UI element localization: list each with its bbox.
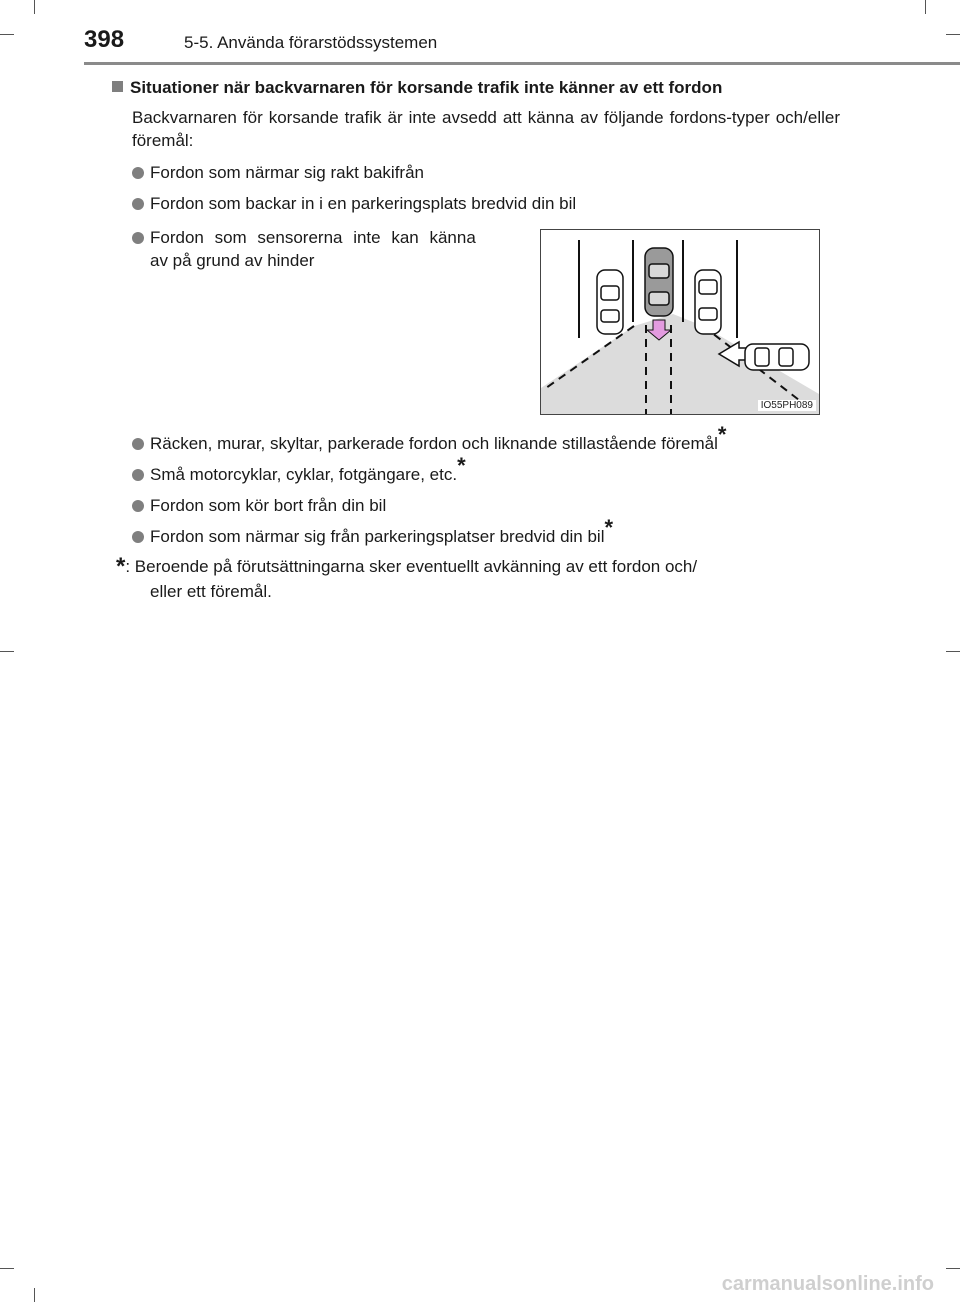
parked-car-left (597, 270, 623, 334)
crossing-car (745, 344, 809, 370)
footnote-asterisk: * (604, 515, 614, 540)
bullet-dot-icon (132, 469, 144, 481)
section-heading-text: Situationer när backvarnaren för korsande trafik inte känner av ett fordon (130, 78, 723, 97)
crop-mark (34, 1288, 35, 1302)
list-item: Fordon som närmar sig från parkeringsplatser bredvid din bil* (132, 525, 613, 548)
list-item: Fordon som kör bort från din bil (132, 494, 386, 517)
crop-mark (0, 1268, 14, 1269)
reversing-car (645, 248, 673, 316)
crop-mark (0, 34, 14, 35)
list-item: Fordon som backar in i en parkeringsplats bredvid din bil (132, 192, 576, 215)
list-item: Räcken, murar, skyltar, parkerade fordon och liknande stillastående föremål* (132, 432, 726, 455)
footnote-asterisk: * (717, 422, 727, 447)
crop-mark (34, 0, 35, 14)
list-item: Fordon som sensorerna inte kan känna av på grund av hinder (132, 226, 522, 272)
list-item: Små motorcyklar, cyklar, fotgängare, etc.* (132, 463, 466, 486)
bullet-dot-icon (132, 232, 144, 244)
square-bullet-icon (112, 81, 123, 92)
diagram-svg (541, 230, 819, 414)
crop-mark (925, 0, 926, 14)
section-heading (112, 78, 852, 98)
crop-mark (946, 651, 960, 652)
crop-mark (946, 34, 960, 35)
parking-sensor-diagram (540, 229, 820, 415)
footnote-mark: * (116, 553, 126, 580)
footnote-line1: : Beroende på förutsättningarna sker eventuellt avkänning av ett fordon och/ (125, 557, 698, 576)
bullet-dot-icon (132, 438, 144, 450)
figure-code: IO55PH089 (758, 400, 816, 411)
page-number: 398 (84, 26, 125, 53)
footnote-asterisk: * (457, 453, 466, 478)
bullet-dot-icon (132, 500, 144, 512)
list-item: Fordon som närmar sig rakt bakifrån (132, 161, 424, 184)
bullet-dot-icon (132, 198, 144, 210)
chapter-title: 5-5. Använda förarstödssystemen (184, 33, 438, 52)
parked-car-right (695, 270, 721, 334)
intro-paragraph: Backvarnaren för korsande trafik är inte avsedd att känna av följande fordons-typer och/eller föremål: (132, 108, 840, 150)
footnote-line2: eller ett föremål. (150, 582, 272, 601)
bullet-dot-icon (132, 531, 144, 543)
footnote (116, 554, 840, 604)
watermark: carmanualsonline.info (721, 1273, 934, 1295)
bullet-dot-icon (132, 167, 144, 179)
crop-mark (0, 651, 14, 652)
header-rule (84, 62, 960, 65)
crop-mark (946, 1268, 960, 1269)
